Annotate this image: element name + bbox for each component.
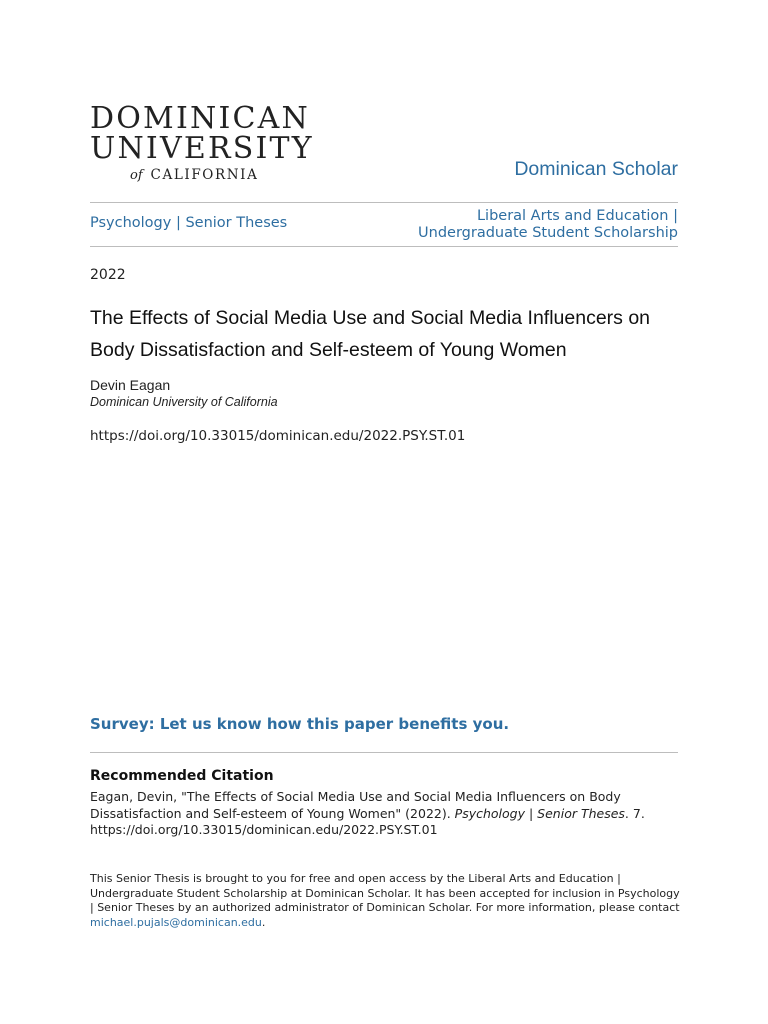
collection-link-line2: Undergraduate Student Scholarship — [418, 225, 678, 241]
citation-series: Psychology | Senior Theses — [454, 805, 625, 821]
collection-link-line1: Liberal Arts and Education | — [476, 208, 678, 224]
notice-end: . — [261, 915, 266, 929]
site-name-link[interactable]: Dominican Scholar — [514, 158, 678, 180]
notice-text: This Senior Thesis is brought to you for free and open access by the Liberal Arts and Education | Undergraduate Student Scholarship at Dominican Scholar. It has been accepted for inclusion in Psychology | Senior Theses by an authorized administrator of Dominican Scholar. For more information, please contact — [90, 872, 680, 914]
logo-line-california — [130, 167, 302, 183]
citation-part2: . 7. — [624, 805, 645, 821]
collection-link-psychology[interactable]: Psychology | Senior Theses — [90, 215, 288, 231]
access-notice — [90, 872, 680, 930]
paper-title-line1: The Effects of Social Media Use and Social Media Influencers on — [90, 307, 651, 329]
collection-link-liberal-arts[interactable] — [418, 208, 678, 242]
divider-breadcrumb — [90, 246, 678, 247]
publication-year: 2022 — [90, 267, 126, 283]
logo-line-university: UNIVERSITY — [90, 131, 314, 166]
logo-of: of — [130, 168, 143, 183]
divider-citation — [90, 752, 678, 753]
logo-california: CALIFORNIA — [150, 167, 259, 183]
paper-title-line2: Body Dissatisfaction and Self-esteem of Young Women — [90, 339, 567, 361]
divider-top — [90, 202, 678, 203]
recommended-citation-heading: Recommended Citation — [90, 768, 274, 784]
citation-doi: https://doi.org/10.33015/dominican.edu/2022.PSY.ST.01 — [90, 822, 438, 837]
doi-text: https://doi.org/10.33015/dominican.edu/2022.PSY.ST.01 — [90, 428, 466, 444]
citation-part1: Eagan, Devin, "The Effects of Social Media Use and Social Media Influencers on Body Dissatisfaction and Self-esteem of Young Women" (2022). — [90, 789, 621, 821]
author-affiliation: Dominican University of California — [90, 395, 278, 409]
logo-line-dominican: DOMINICAN — [90, 101, 310, 136]
citation-text — [90, 789, 680, 839]
paper-title — [90, 302, 690, 366]
university-logo — [90, 101, 314, 183]
author-name: Devin Eagan — [90, 377, 171, 393]
contact-email-link[interactable]: michael.pujals@dominican.edu — [90, 915, 262, 929]
survey-link[interactable]: Survey: Let us know how this paper benefits you. — [90, 715, 510, 733]
